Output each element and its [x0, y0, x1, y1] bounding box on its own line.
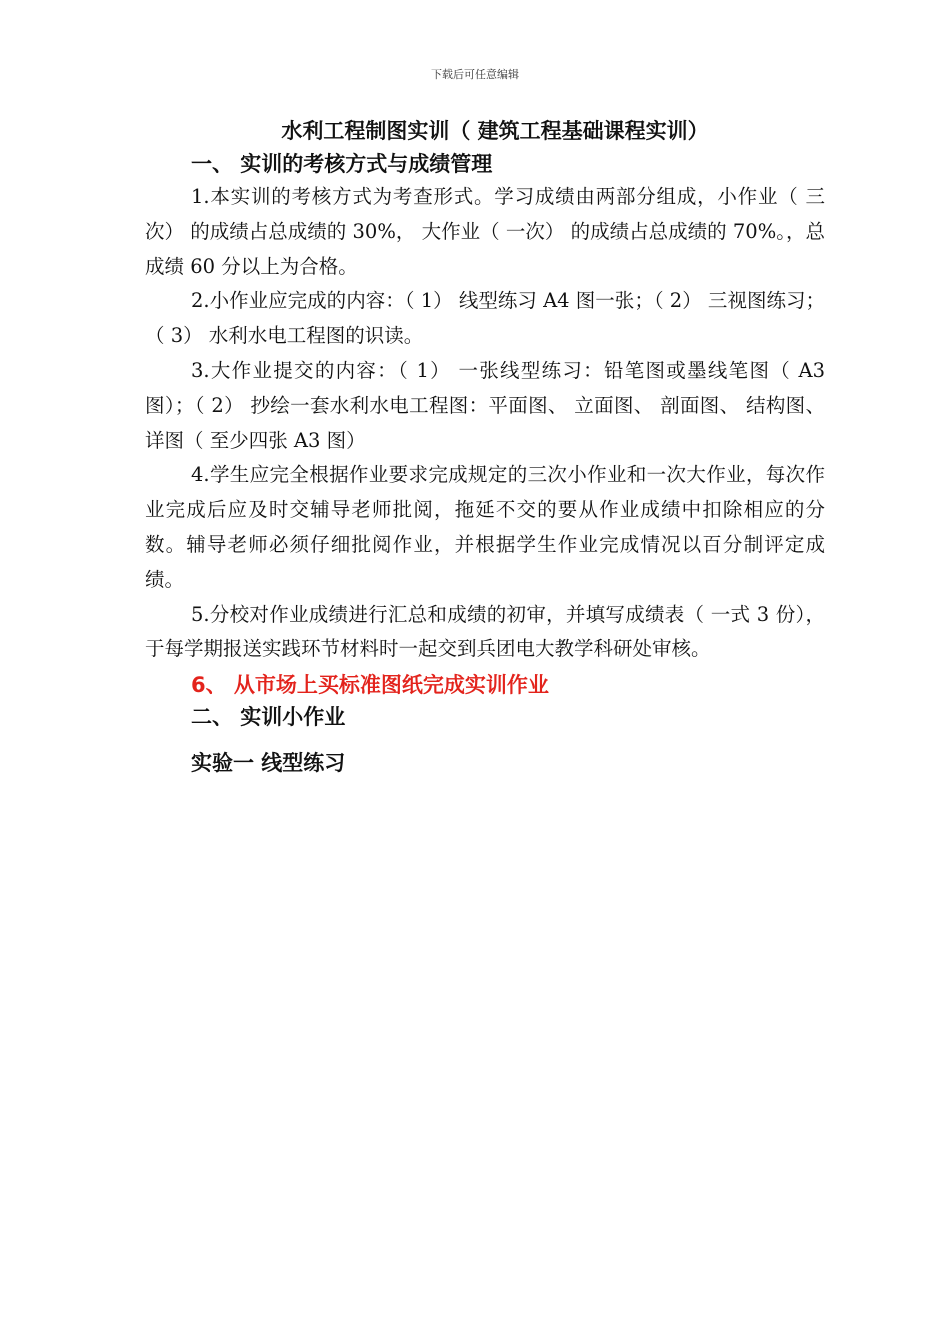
paragraph-4: 4.学生应完全根据作业要求完成规定的三次小作业和一次大作业，每次作业完成后应及时交辅导老师批阅，拖延不交的要从作业成绩中扣除相应的分数。辅导老师必须仔细批阅作业，并根据学生作业完成情况以百分制评定成绩。 [145, 463, 825, 591]
paragraph-5: 5.分校对作业成绩进行汇总和成绩的初审，并填写成绩表（ 一式 3 份），于每学期报送实践环节材料时一起交到兵团电大教学科研处审核。 [145, 602, 825, 661]
experiment-1-heading: 实验一 线型练习 [191, 751, 346, 776]
document-body [145, 116, 825, 779]
spacer [145, 733, 825, 747]
paragraph-2: 2.小作业应完成的内容：（ 1） 线型练习 A4 图一张；（ 2） 三视图练习；（ 3） 水利水电工程图的识读。 [145, 289, 825, 348]
section-1-heading: 一、 实训的考核方式与成绩管理 [191, 152, 493, 176]
paragraph-3: 3.大作业提交的内容：（ 1） 一张线型练习：铅笔图或墨线笔图（ A3 图）；（ 2） 抄绘一套水利水电工程图：平面图、 立面图、 剖面图、 结构图、 详图（ 至少四张 A3 图） [145, 358, 825, 452]
page-header: 下载后可任意编辑 [431, 68, 519, 81]
document-title: 水利工程制图实训（ 建筑工程基础课程实训） [281, 119, 709, 143]
section-2-heading: 二、 实训小作业 [191, 705, 346, 730]
paragraph-1: 1.本实训的考核方式为考查形式。学习成绩由两部分组成，小作业（ 三次） 的成绩占总成绩的 30%， 大作业（ 一次） 的成绩占总成绩的 70%。，总成绩 60 分以上为合格。 [145, 185, 825, 278]
highlight-item-6: 6、 从市场上买标准图纸完成实训作业 [191, 673, 549, 698]
